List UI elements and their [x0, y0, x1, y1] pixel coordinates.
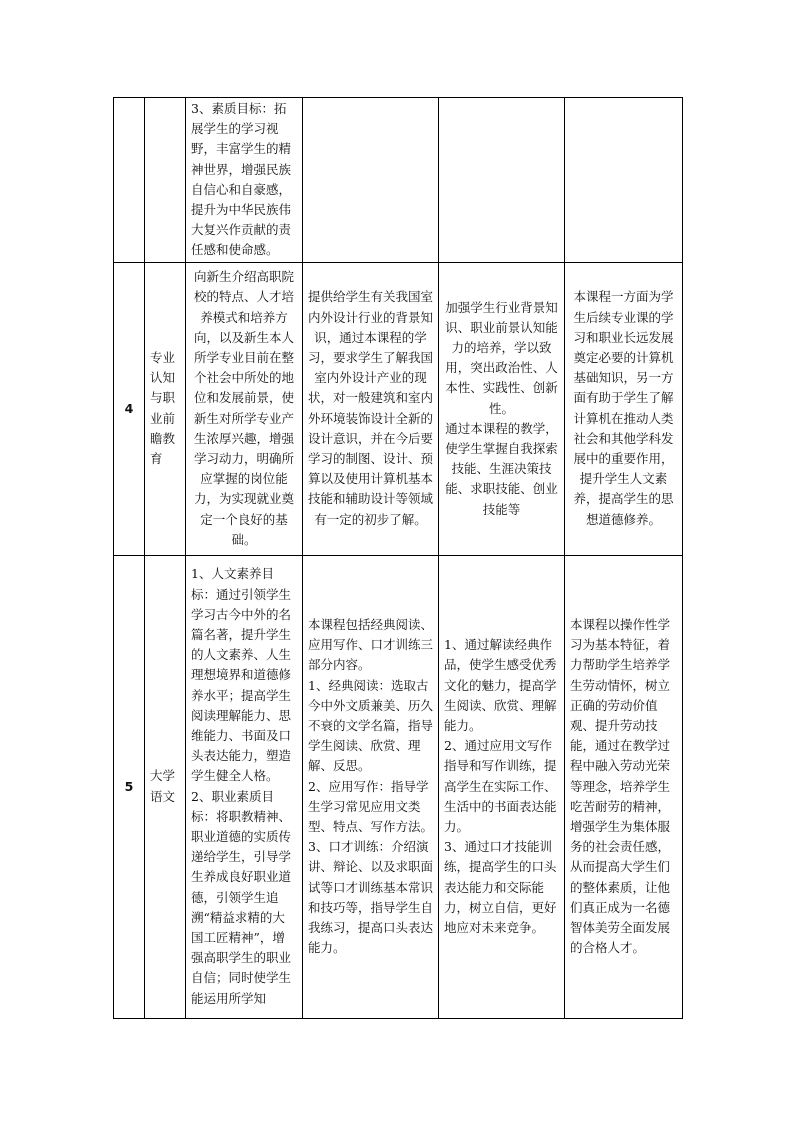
teaching-requirements [439, 98, 565, 263]
row-number: 5 [114, 555, 145, 1018]
row-number [114, 98, 145, 263]
course-role: 本课程以操作性学习为基本特征，着力帮助学生培养学生劳动情怀，树立正确的劳动价值观、提升劳动技能，通过在教学过程中融入劳动光荣等理念，培养学生吃苦耐劳的精神，增强学生为集体服务的社会责任感，从而提高大学生们的整体素质，让他们真正成为一名德智体美劳全面发展的合格人才。 [565, 555, 683, 1018]
teaching-requirements: 1、通过解读经典作品，使学生感受优秀文化的魅力，提高学生阅读、欣赏、理解能力。 2、通过应用文写作指导和写作训练，提高学生在实际工作、生活中的书面表达能力。 3、通过口才技能训练，提高学生的口头表达能力和交际能力，树立自信，更好地应对未来竞争。 [439, 555, 565, 1018]
course-content [303, 98, 439, 263]
course-content: 本课程包括经典阅读、应用写作、口才训练三部分内容。 1、经典阅读：选取古今中外文质兼美、历久不衰的文学名篇，指导学生阅读、欣赏、理解、反思。 2、应用写作：指导学生学习常见应用文类型、特点、写作方法。 3、口才训练：介绍演讲、辩论、以及求职面试等口才训练基本常识和技巧等，指导学生自我练习，提高口头表达能力。 [303, 555, 439, 1018]
course-role [565, 98, 683, 263]
course-objectives: 3、素质目标：拓展学生的学习视野，丰富学生的精神世界，增强民族自信心和自豪感，提升为中华民族伟大复兴作贡献的责任感和使命感。 [186, 98, 303, 263]
course-name [145, 98, 186, 263]
course-content: 提供给学生有关我国室内外设计行业的背景知识，通过本课程的学习，要求学生了解我国室内外设计产业的现状，对一般建筑和室内外环境装饰设计全新的设计意识，并在今后要学习的制图、设计、预算以及使用计算机基本技能和辅助设计等领域有一定的初步了解。 [303, 262, 439, 555]
course-objectives: 1、人文素养目标：通过引领学生学习古今中外的名篇名著，提升学生的人文素养、人生理想境界和道德修养水平；提高学生阅读理解能力、思维能力、书面及口头表达能力，塑造学生健全人格。 2、职业素质目标：将职教精神、职业道德的实质传递给学生，引导学生养成良好职业道德，引领学生追溯“精益求精的大国工匠精神”，增强高职学生的职业自信；同时使学生能运用所学知 [186, 555, 303, 1018]
row-number: 4 [114, 262, 145, 555]
course-name: 大学语文 [145, 555, 186, 1018]
course-name: 专业认知与职业前瞻教育 [145, 262, 186, 555]
table-row [114, 262, 683, 555]
course-role: 本课程一方面为学生后续专业课的学习和职业长远发展奠定必要的计算机基础知识，另一方面有助于学生了解计算机在推动人类社会和其他学科发展中的重要作用，提升学生人文素养，提高学生的思想道德修养。 [565, 262, 683, 555]
course-objectives: 向新生介绍高职院校的特点、人才培养模式和培养方向，以及新生本人所学专业目前在整个社会中所处的地位和发展前景，使新生对所学专业产生浓厚兴趣，增强学习动力，明确所应掌握的岗位能力，为实现就业奠定一个良好的基础。 [186, 262, 303, 555]
teaching-requirements: 加强学生行业背景知识、职业前景认知能力的培养，学以致用，突出政治性、人本性、实践性、创新性。 通过本课程的教学，使学生掌握自我探索技能、生涯决策技能、求职技能、创业技能等 [439, 262, 565, 555]
table-row [114, 98, 683, 263]
curriculum-table [113, 97, 683, 1019]
table-row [114, 555, 683, 1018]
